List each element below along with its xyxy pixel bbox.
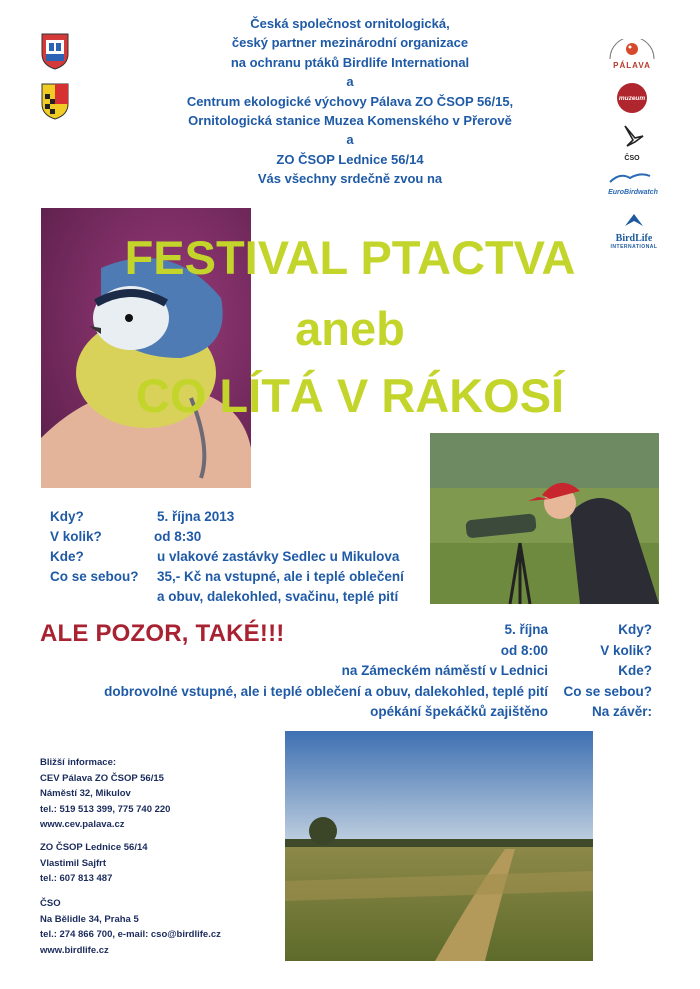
contact-link[interactable]: www.birdlife.cz xyxy=(40,944,109,956)
contact-line: Na Bělidle 34, Praha 5 xyxy=(40,913,139,925)
palava-logo-text: PÁLAVA xyxy=(613,60,651,70)
eurobirdwatch-bird-icon xyxy=(606,170,660,184)
palava-logo xyxy=(604,36,660,72)
header-line: Vás všechny srdečně zvou na xyxy=(257,171,443,187)
event1-place-label: Kde? xyxy=(50,549,84,564)
header-line: na ochranu ptáků Birdlife International xyxy=(230,54,470,70)
contact-line: ZO ČSOP Lednice 56/14 xyxy=(40,842,148,853)
contact-line: Bližší informace: xyxy=(40,757,117,768)
cso-bird-icon xyxy=(617,122,647,152)
contact-line: Vlastimil Sajfrt xyxy=(40,857,106,869)
contact-line: tel.: 274 866 700, e-mail: cso@birdlife.cz xyxy=(40,929,221,940)
contact-line: Náměstí 32, Mikulov xyxy=(40,788,131,799)
festival-title-line2: aneb xyxy=(295,302,405,355)
birdlife-logo-text: BirdLife xyxy=(615,233,653,244)
cso-logo-text: ČSO xyxy=(624,155,640,162)
contact-block-cso xyxy=(40,896,221,958)
contact-link[interactable]: www.cev.palava.cz xyxy=(40,819,125,830)
event1-place-value: u vlakové zastávky Sedlec u Mikulova xyxy=(157,549,400,564)
lednice-coat-of-arms-icon xyxy=(40,82,70,120)
header-line: Česká společnost ornitologická, xyxy=(250,16,450,31)
birdlife-bird-icon xyxy=(623,212,645,228)
event2-finale-value: opékání špekáčků zajištěno xyxy=(370,704,548,719)
contact-line: tel.: 519 513 399, 775 740 220 xyxy=(40,803,171,815)
invitation-header xyxy=(130,14,570,189)
festival-title-line3: CO LÍTÁ V RÁKOSÍ xyxy=(135,369,565,422)
event2-bring-value: dobrovolné vstupné, ale i teplé oblečení a obuv, dalekohled, teplé pití xyxy=(104,683,548,699)
event2-labels xyxy=(556,620,652,723)
event2-finale-label: Na závěr: xyxy=(591,704,652,719)
mikulov-coat-of-arms-icon xyxy=(40,32,70,70)
header-line: Centrum ekologické výchovy Pálava ZO ČSOP 56/15, xyxy=(186,93,514,109)
event1-time-label: V kolik? xyxy=(50,529,102,544)
cso-logo xyxy=(617,122,647,160)
event1-time-value: od 8:30 xyxy=(154,529,202,544)
event1-when-value: 5. října 2013 xyxy=(157,509,235,524)
palava-emblem-icon xyxy=(604,39,660,61)
muzeum-logo xyxy=(617,83,647,113)
header-line: český partner mezinárodní organizace xyxy=(231,35,469,51)
contact-block-cev xyxy=(40,755,170,833)
eurobirdwatch-logo-text: EuroBirdwatch xyxy=(608,189,658,196)
festival-title-line1: FESTIVAL PTACTVA xyxy=(124,231,576,284)
event1-bring-value1: 35,- Kč na vstupné, ale i teplé oblečení xyxy=(157,569,404,584)
header-line: a xyxy=(346,74,354,90)
contact-block-lednice xyxy=(40,840,148,887)
contact-line: tel.: 607 813 487 xyxy=(40,873,113,884)
birdwatcher-photo xyxy=(430,433,659,604)
contact-line: CEV Pálava ZO ČSOP 56/15 xyxy=(40,772,164,784)
event2-bring-label: Co se sebou? xyxy=(563,683,652,699)
contact-line: ČSO xyxy=(40,898,61,909)
header-line: ZO ČSOP Lednice 56/14 xyxy=(276,151,424,167)
event1-bring-label: Co se sebou? xyxy=(50,569,139,584)
header-line: Ornitologická stanice Muzea Komenského v Přerově xyxy=(188,113,512,129)
muzeum-logo-text: muzeum xyxy=(618,94,646,102)
event2-place-value: na Zámeckém náměstí v Lednici xyxy=(341,663,548,678)
event2-values xyxy=(40,620,548,723)
event1-bring-value2: a obuv, dalekohled, svačinu, teplé pití xyxy=(157,589,399,604)
event1-when-label: Kdy? xyxy=(50,509,84,524)
attention-heading: ALE POZOR, TAKÉ!!! xyxy=(40,620,285,647)
meadow-landscape-photo xyxy=(285,731,593,961)
eurobirdwatch-logo xyxy=(606,170,660,202)
event1-details xyxy=(50,507,430,607)
birdlife-logo-subtext: INTERNATIONAL xyxy=(610,244,658,250)
event2-time-label: V kolik? xyxy=(600,642,652,658)
event2-time-value: od 8:00 xyxy=(500,642,548,658)
event2-when-value: 5. října xyxy=(504,622,548,637)
event2-when-label: Kdy? xyxy=(618,622,652,637)
event2-place-label: Kde? xyxy=(618,663,652,678)
header-line: a xyxy=(346,132,354,148)
